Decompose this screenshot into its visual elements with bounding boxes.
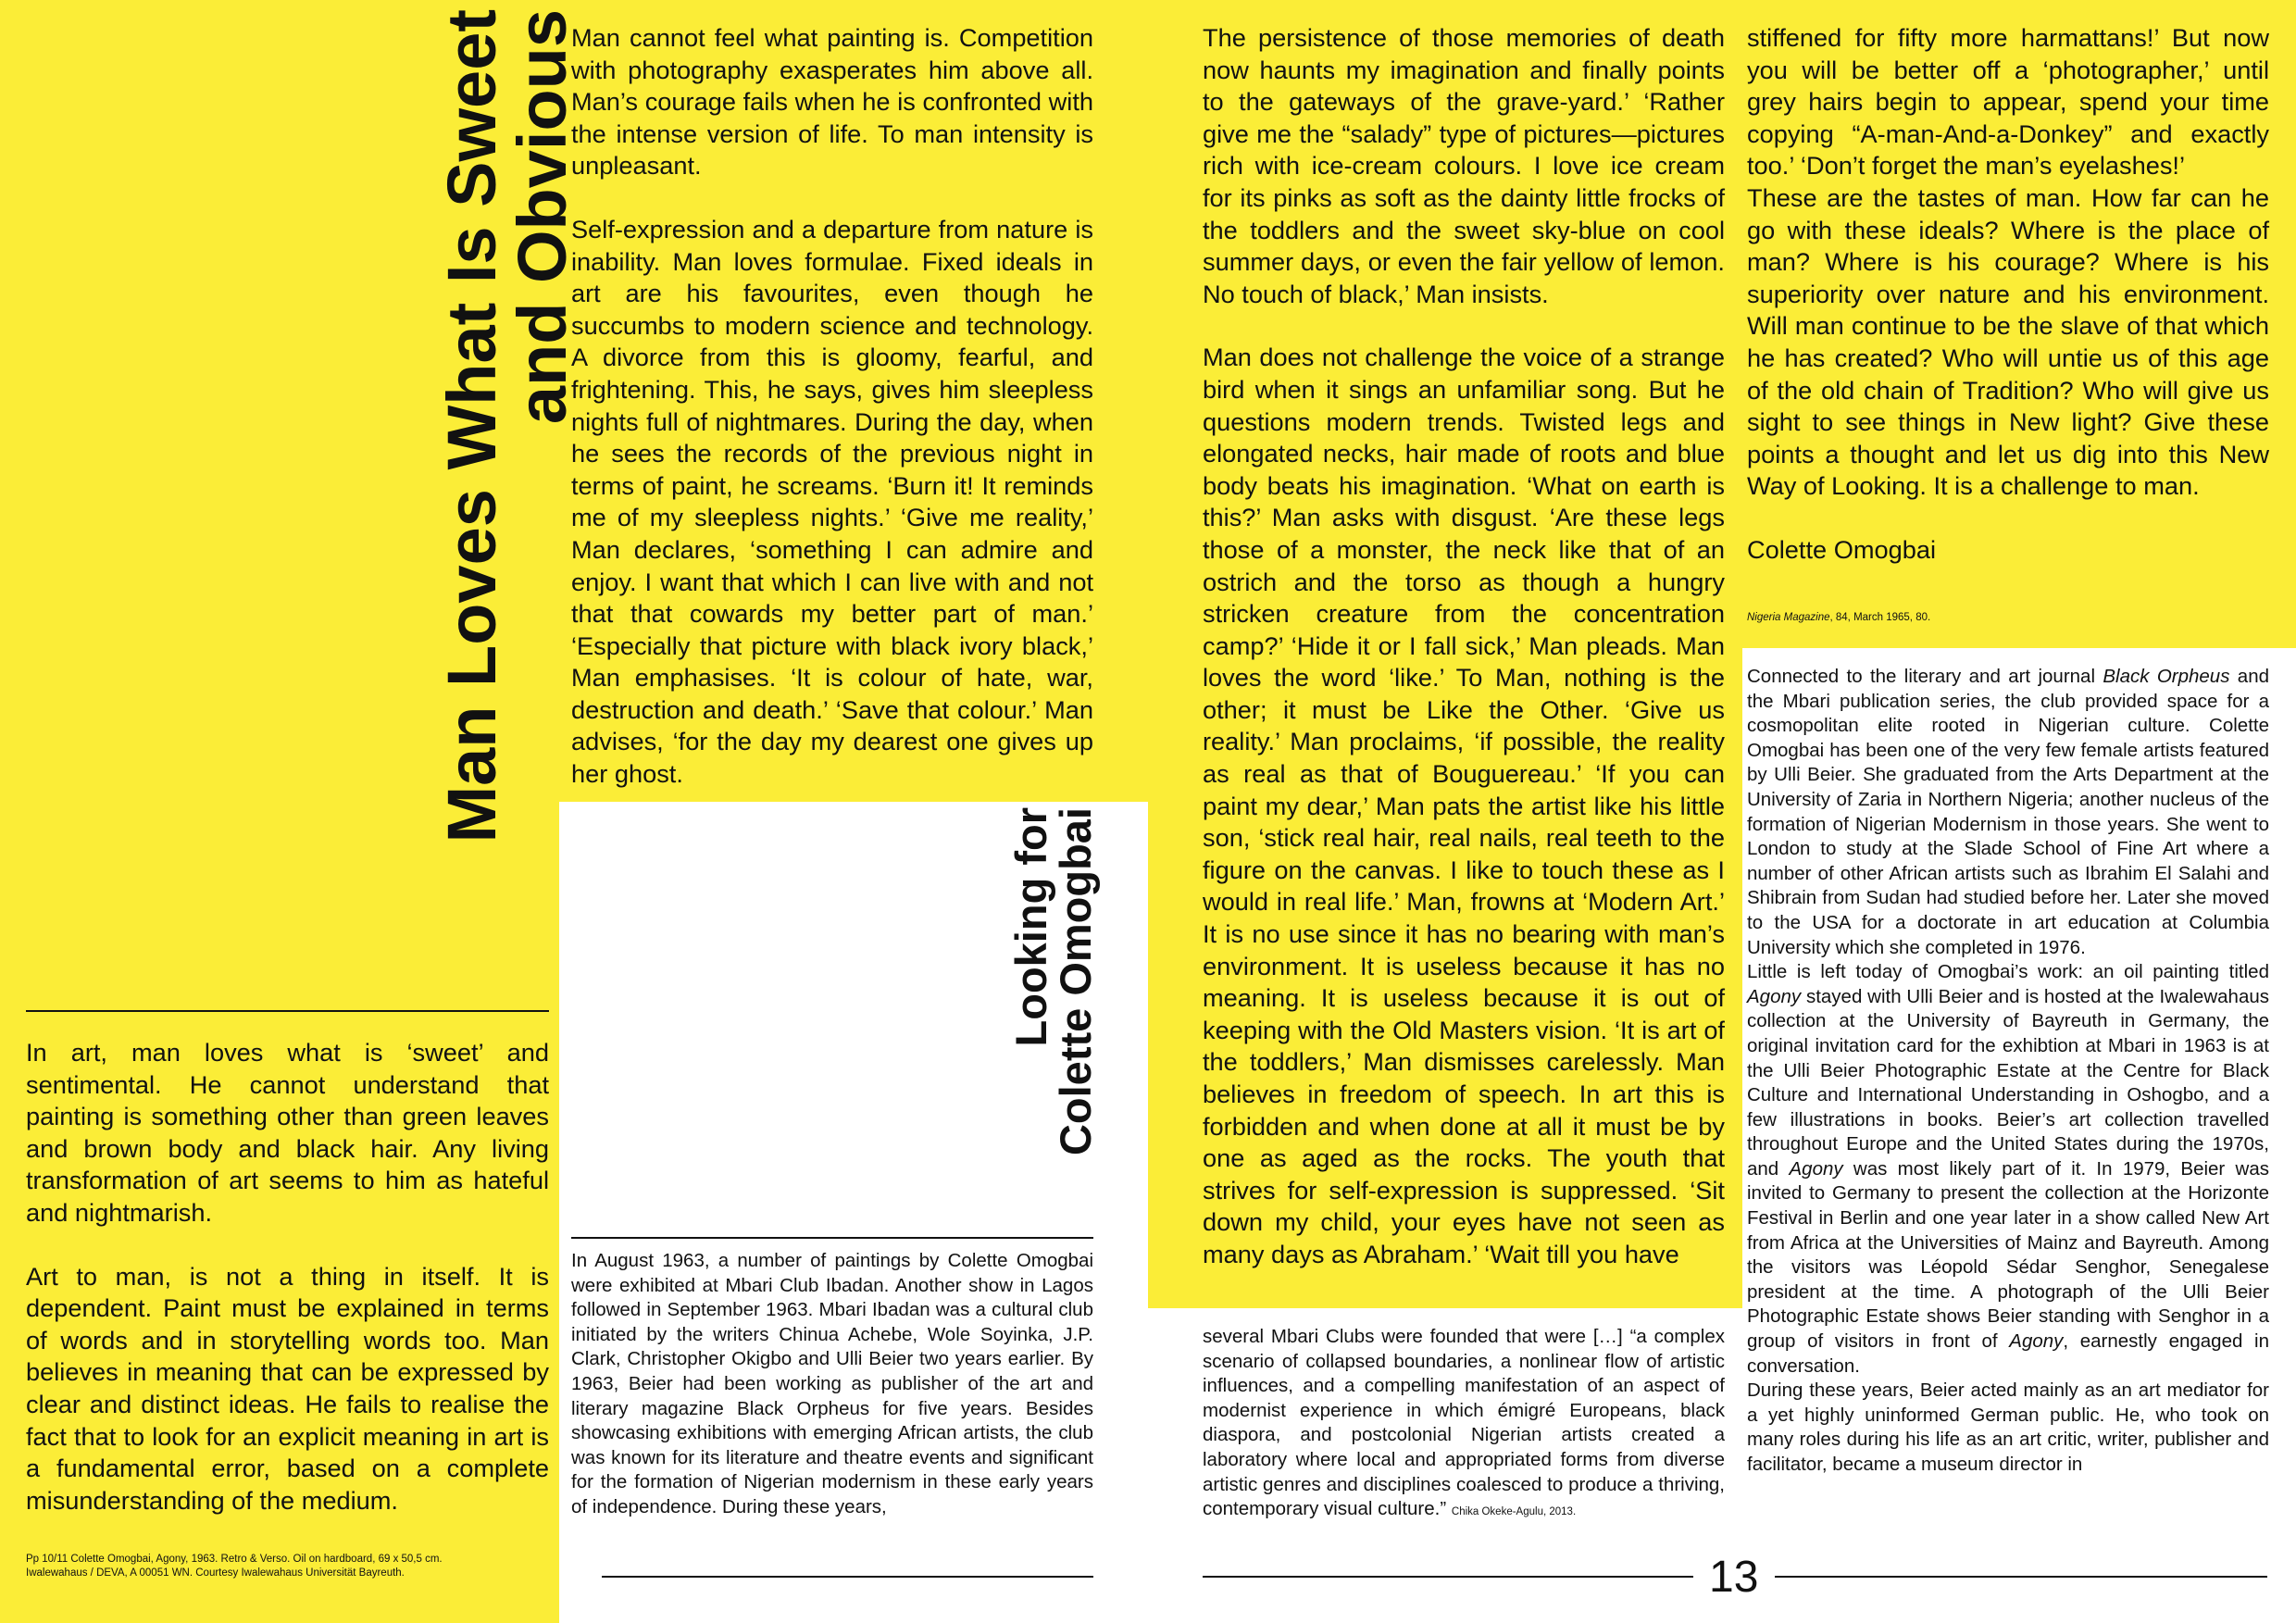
source-magazine: Nigeria Magazine <box>1747 612 1830 623</box>
column4-paragraph-2: These are the tastes of man. How far can he go with these ideals? Where is the place of man? Where is his courage? Where is his superiority over nature and his environment. Will man continue to be the slave of that which he has created? Who will untie us of this age of the old chain of Tradition? Who will give us sight to see things in New light? Give these points a thought and let us dig into this New Way of Looking. It is a challenge to man. <box>1747 182 2269 501</box>
section-title <box>1006 807 1100 1224</box>
left-column-rule <box>26 1010 549 1012</box>
main-title-line2: and Obvious <box>504 9 580 425</box>
section-title-line2: Colette Omogbai <box>1051 807 1100 1156</box>
image-caption-line1: Pp 10/11 Colette Omogbai, Agony, 1963. Retro & Verso. Oil on hardboard, 69 x 50,5 cm. <box>26 1554 443 1565</box>
main-title-line1: Man Loves What Is Sweet <box>433 9 510 843</box>
essay-p1-text-b: and the Mbari publication series, the club provided space for a cosmopolitan elite rooted in Nigerian culture. Colette Omogbai has been one of the very few female artists featured by Ulli Beier. She graduated from the Arts Department at the University of Zaria in Northern Nigeria; another nucleus of the formation of Nigerian Modernism in those years. She went to London to study at the Slade School of Fine Art where a number of other African artists such as Ibrahim El Salahi and Shibrain from Sudan had studied before her. Later she moved to the USA for a doctorate in art education at Columbia University which she completed in 1976. <box>1747 666 2270 958</box>
left-paragraph-1: In art, man loves what is ‘sweet’ and sentimental. He cannot understand that painting is something other than green leaves and brown body and black hair. Any living transformation of art seems to him as hateful and nightmarish. <box>26 1038 549 1227</box>
source-citation <box>1747 611 2269 625</box>
column3-bottom-rule <box>1203 1576 1693 1578</box>
essay-p2-artwork-2: Agony <box>1789 1157 1843 1180</box>
column4-manifesto-text <box>1747 22 2269 567</box>
column2-paragraph-1: Man cannot feel what painting is. Competition with photography exasperates him above all. Man’s courage fails when he is confronted with the intense version of life. To man intensity is unpleasant. <box>571 23 1093 181</box>
author-signature: Colette Omogbai <box>1747 534 1937 564</box>
essay-p2-text-d: , earnestly engaged in conversation. <box>1747 1330 2269 1377</box>
column3-essay-citation: Chika Okeke-Agulu, 2013. <box>1451 1506 1577 1518</box>
column4-essay-paragraph-3: During these years, Beier acted mainly as an art mediator for a yet highly uninformed German public. He, who took on many roles during his life as an art critic, writer, publisher and facilitator, became a museum director in <box>1747 1380 2269 1475</box>
left-column-text <box>26 1037 549 1517</box>
essay-p1-text-a: Connected to the literary and art journal <box>1747 666 2103 687</box>
main-title <box>433 9 580 991</box>
column4-bottom-rule <box>1775 1576 2267 1578</box>
source-details: , 84, March 1965, 80. <box>1829 612 1931 623</box>
essay-p2-text-a: Little is left today of Omogbai’s work: an oil painting titled <box>1747 961 2269 983</box>
column4-essay-paragraph-1 <box>1747 665 2269 960</box>
column2-bottom-rule <box>602 1576 1093 1578</box>
column3-manifesto-text <box>1203 22 1725 1271</box>
column3-essay-body: several Mbari Clubs were founded that were […] “a complex scenario of collapsed boundaries, a nonlinear flow of artistic influences, and a compelling manifestation of an aspect of modernist experience in which émigré Europeans, black diaspora, and postcolonial Nigerian artists created a laboratory where local and appropriated forms from diverse artistic genres and disciplines coalesced to produce a thriving, contemporary visual culture.” <box>1203 1326 1725 1520</box>
image-caption-line2: Iwalewahaus / DEVA, A 00051 WN. Courtesy Iwalewahaus Universität Bayreuth. <box>26 1567 405 1579</box>
essay-p2-text-b: stayed with Ulli Beier and is hosted at the Iwalewahaus collection at the University of Bayreuth in Germany, the original invitation card for the exhibtion at Mbari in 1963 is at the Ulli Beier Photographic Estate at the Centre for Black Culture and International Understanding in Oshogbo, and a few illustrations in books. Beier’s art collection travelled throughout Europe and the United States during the 1970s, and <box>1747 985 2269 1180</box>
image-caption <box>26 1553 544 1580</box>
column3-paragraph-2: Man does not challenge the voice of a strange bird when it sings an unfamiliar song. But he questions modern trends. Twisted legs and elongated necks, hair made of roots and blue body beats his imagination. ‘What on earth is this?’ Man asks with disgust. ‘Are these legs those of a monster, the neck like that of an ostrich and the torso as though a hungry stricken creature from the concentration camp?’ ‘Hide it or I fall sick,’ Man pleads. Man loves the word ‘like.’ To Man, nothing is the other; it must be Like the Other. ‘Give us reality.’ Man proclaims, ‘if possible, the reality as real as that of Bouguereau.’ ‘If you can paint my dear,’ Man pats the artist like his little son, ‘stick real hair, real nails, real teeth to the figure on the canvas. I like to touch these as I would in real life.’ Man, frowns at ‘Modern Art.’ It is no use since it has no bearing with man’s environment. It is useless because it has no meaning. It is useless because it is out of keeping with the Old Masters vision. ‘It is art of the toddlers,’ Man dismisses carelessly. Man believes in freedom of speech. In art this is forbidden and when done at all it must be by one as aged as the rocks. The youth that strives for self-expression is suppressed. ‘Sit down my child, your eyes have not seen as many days as Abraham.’ ‘Wait till you have <box>1203 343 1725 1268</box>
column4-paragraph-1: stiffened for fifty more harmattans!’ But now you will be better off a ‘photographer,’ until grey hairs begin to appear, spend your time copying “A-man-And-a-Donkey” and exactly too.’ ‘Don’t forget the man’s eyelashes!’ <box>1747 23 2269 181</box>
page-number: 13 <box>1709 1553 1759 1602</box>
column2-manifesto-text <box>571 22 1093 791</box>
essay-p2-text-c: was most likely part of it. In 1979, Beier was invited to Germany to present the collection at the Horizonte Festival in Berlin and one year later in a show called New Art from Africa at the Universities of Mainz and Bayreuth. Among the visitors was Léopold Sédar Senghor, Senegalese president at the time. A photograph of the Ulli Beier Photographic Estate shows Beier standing with Senghor in a group of visitors in front of <box>1747 1157 2269 1353</box>
column4-essay-paragraph-2 <box>1747 960 2269 1379</box>
column2-essay-rule <box>571 1237 1093 1239</box>
essay-p2-artwork-3: Agony <box>2009 1330 2064 1353</box>
section-title-line1: Looking for <box>1006 807 1055 1047</box>
column3-paragraph-1: The persistence of those memories of death now haunts my imagination and finally points to the gateways of the grave-yard.’ ‘Rather give me the “salady” type of pictures—pictures rich with ice-cream colours. I love ice cream for its pinks as soft as the dainty little frocks of the toddlers and the sweet sky-blue on cool summer days, or even the fair yellow of lemon. No touch of black,’ Man insists. <box>1203 23 1725 308</box>
column2-paragraph-2: Self-expression and a departure from nature is inability. Man loves formulae. Fixed ideals in art are his favourites, even though he succumbs to modern science and technology. A divorce from this is gloomy, fearful, and frightening. This, he says, gives him sleepless nights full of nightmares. During the day, when he sees the records of the previous night in terms of paint, he screams. ‘Burn it! It reminds me of my sleepless nights.’ ‘Give me reality,’ Man declares, ‘something I can admire and enjoy. I want that which I can live with and not that that cowards my better part of man.’ ‘Especially that picture with black ivory black,’ Man emphasises. ‘It is colour of hate, war, destruction and death.’ ‘Save that colour.’ Man advises, ‘for the day my dearest one gives up her ghost. <box>571 214 1093 789</box>
column4-essay-text <box>1747 665 2269 1478</box>
essay-p2-artwork-1: Agony <box>1747 985 1802 1007</box>
left-paragraph-2: Art to man, is not a thing in itself. It is dependent. Paint must be explained in terms of words and in storytelling words too. Man believes in meaning that can be expressed by clear and distinct ideas. He fails to realise the fact that to look for an explicit meaning in art is a fundamental error, based on a complete misunderstanding of the medium. <box>26 1261 549 1515</box>
column2-essay-text: In August 1963, a number of paintings by Colette Omogbai were exhibited at Mbari Club Ibadan. Another show in Lagos followed in September 1963. Mbari Ibadan was a cultural club initiated by the writers Chinua Achebe, Wole Soyinka, J.P. Clark, Christopher Okigbo and Ulli Beier two years earlier. By 1963, Beier had been working as publisher of the art and literary magazine Black Orpheus for five years. Besides showcasing exhibitions with emerging African artists, the club was known for its literature and theatre events and significant for the formation of Nigerian modernism in these early years of independence. During these years, <box>571 1250 1093 1517</box>
essay-p1-journal: Black Orpheus <box>2103 666 2230 687</box>
column3-essay-text <box>1203 1325 1725 1522</box>
